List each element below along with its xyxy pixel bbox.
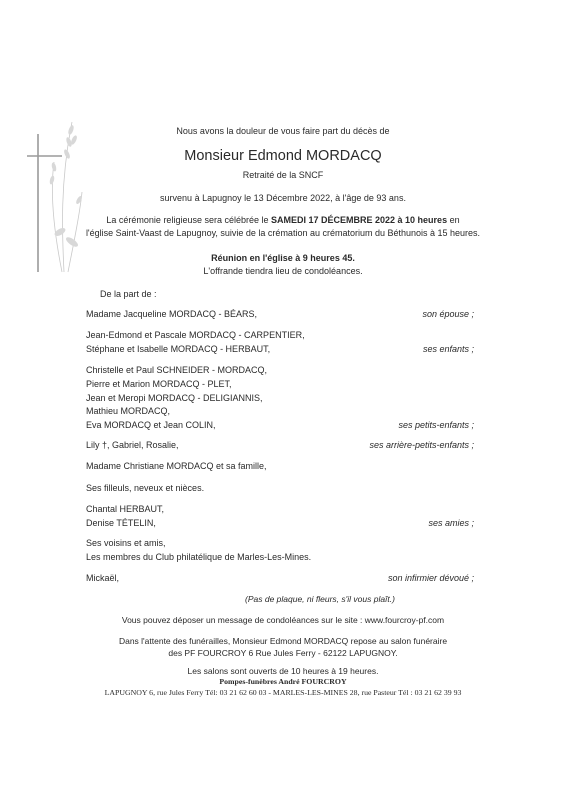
ceremony-line-1 bbox=[0, 215, 566, 225]
family-line: Christelle et Paul SCHNEIDER - MORDACQ, bbox=[86, 365, 268, 375]
family-role: ses arrière-petits-enfants ; bbox=[369, 440, 474, 450]
funeral-company: Pompes-funèbres André FOURCROY bbox=[219, 677, 347, 686]
from-label: De la part de : bbox=[100, 289, 157, 299]
family-role: son épouse ; bbox=[422, 309, 474, 319]
family-line: Les membres du Club philatélique de Marles-Les-Mines. bbox=[86, 552, 312, 562]
deceased-subtitle: Retraité de la SNCF bbox=[242, 170, 324, 180]
salon-line-2: des PF FOURCROY 6 Rue Jules Ferry - 62122 LAPUGNOY. bbox=[168, 648, 398, 658]
no-flowers-note: (Pas de plaque, ni fleurs, s'il vous plaît.) bbox=[245, 594, 395, 604]
family-role: ses amies ; bbox=[428, 518, 474, 528]
family-line: Ses filleuls, neveux et nièces. bbox=[86, 483, 205, 493]
family-line: Chantal HERBAUT, bbox=[86, 504, 165, 514]
family-line: Denise TÉTELIN, bbox=[86, 518, 156, 528]
family-line: Eva MORDACQ et Jean COLIN, bbox=[86, 420, 216, 430]
family-line: Ses voisins et amis, bbox=[86, 538, 166, 548]
ceremony-date: SAMEDI 17 DÉCEMBRE 2022 à 10 heures bbox=[271, 215, 448, 225]
salon-line-1: Dans l'attente des funérailles, Monsieur Edmond MORDACQ repose au salon funéraire bbox=[118, 636, 448, 646]
family-line: Stéphane et Isabelle MORDACQ - HERBAUT, bbox=[86, 344, 271, 354]
family-role: son infirmier dévoué ; bbox=[387, 573, 474, 583]
ceremony-text: La cérémonie religieuse sera célébrée le bbox=[106, 215, 271, 225]
family-line: Madame Christiane MORDACQ et sa famille, bbox=[86, 461, 267, 471]
deceased-name: Monsieur Edmond MORDACQ bbox=[184, 148, 382, 164]
death-notice: survenu à Lapugnoy le 13 Décembre 2022, à l'âge de 93 ans. bbox=[160, 193, 406, 203]
meeting-notice: Réunion en l'église à 9 heures 45. bbox=[211, 253, 355, 263]
family-role: ses enfants ; bbox=[422, 344, 474, 354]
family-line: Mathieu MORDACQ, bbox=[86, 406, 171, 416]
family-role: ses petits-enfants ; bbox=[398, 420, 474, 430]
salon-hours: Les salons sont ouverts de 10 heures à 19 heures. bbox=[187, 666, 379, 676]
ceremony-text-end: en bbox=[447, 215, 460, 225]
family-line: Pierre et Marion MORDACQ - PLET, bbox=[86, 379, 232, 389]
family-line: Lily †, Gabriel, Rosalie, bbox=[86, 440, 179, 450]
funeral-address: LAPUGNOY 6, rue Jules Ferry Tél: 03 21 62 60 03 - MARLES-LES-MINES 28, rue Pasteur Tél : 03 21 62 39 93 bbox=[104, 688, 462, 697]
family-line: Jean-Edmond et Pascale MORDACQ - CARPENTIER, bbox=[86, 330, 305, 340]
family-line: Madame Jacqueline MORDACQ - BÉARS, bbox=[86, 309, 258, 319]
intro-text: Nous avons la douleur de vous faire part du décès de bbox=[176, 126, 390, 136]
condolence-message: Vous pouvez déposer un message de condoléances sur le site : www.fourcroy-pf.com bbox=[121, 615, 445, 625]
ceremony-line-2: l'église Saint-Vaast de Lapugnoy, suivie de la crémation au crématorium du Béthunois à 15 heures. bbox=[85, 228, 481, 238]
offering-notice: L'offrande tiendra lieu de condoléances. bbox=[203, 266, 363, 276]
family-line: Mickaël, bbox=[86, 573, 120, 583]
family-line: Jean et Meropi MORDACQ - DELIGIANNIS, bbox=[86, 393, 263, 403]
